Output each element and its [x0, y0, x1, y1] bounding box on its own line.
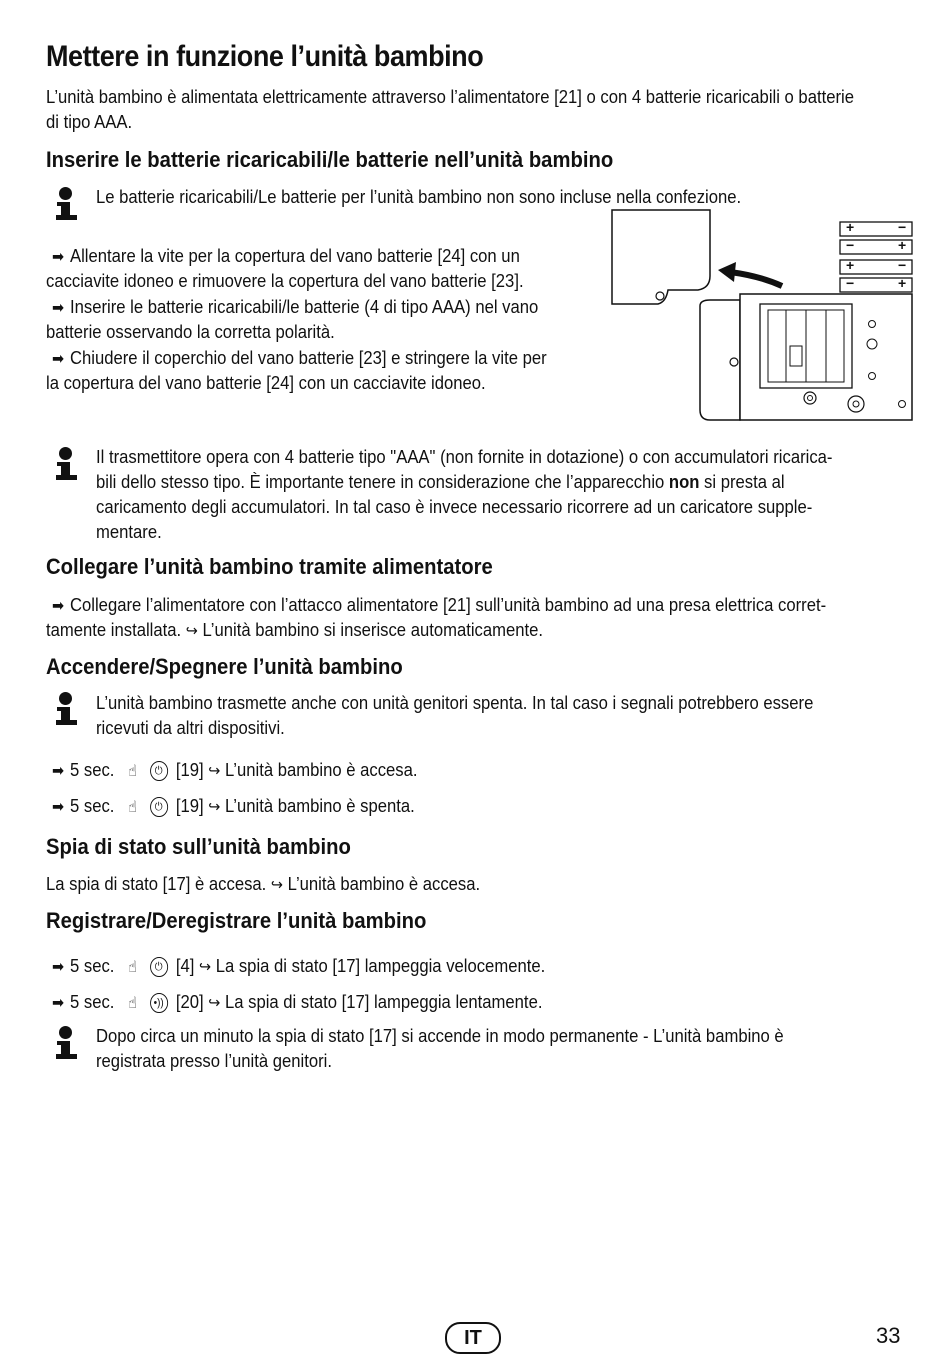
battery-4-plus: + — [898, 275, 907, 291]
on-off-note-line-2: ricevuti da altri dispositivi. — [96, 717, 285, 738]
battery-3-plus: + — [846, 257, 855, 273]
intro-line-2: di tipo AAA. — [46, 111, 133, 132]
transmitter-note-line-2: bili dello stesso tipo. È importante tenere in considerazione che l’apparecchio non si presta al — [96, 471, 785, 492]
result-arrow-icon: ↪ — [199, 959, 212, 976]
info-icon — [55, 1026, 77, 1062]
step-1-line-1: ➡ Allentare la vite per la copertura del vano batterie [24] con un — [52, 243, 520, 270]
step-1-line-2: cacciavite idoneo e rimuovere la copertura del vano batterie [23]. — [46, 270, 524, 291]
adapter-line-2: tamente installata. ↪ L’unità bambino si inserisce automaticamente. — [46, 619, 544, 640]
arrow-right-icon: ➡ — [52, 763, 65, 780]
press-hand-icon: ☝ — [128, 995, 137, 1012]
register-note-line-2: registrata presso l’unità genitori. — [96, 1050, 332, 1071]
register-note-line-1: Dopo circa un minuto la spia di stato [17] si accende in modo permanente - L’unità bambino è — [96, 1025, 784, 1046]
battery-4-minus: − — [846, 275, 855, 291]
battery-compartment-illustration — [610, 206, 930, 426]
press-hand-icon: ☝ — [128, 799, 137, 816]
section-heading-status-led: Spia di stato sull’unità bambino — [46, 834, 351, 859]
transmitter-note-line-4: mentare. — [96, 521, 162, 542]
info-icon — [55, 447, 77, 483]
press-hand-icon: ☝ — [128, 959, 137, 976]
battery-2-plus: + — [898, 237, 907, 253]
power-button-icon: ⏻ — [150, 797, 168, 817]
section-heading-on-off: Accendere/Spegnere l’unità bambino — [46, 654, 403, 679]
battery-1-minus: − — [898, 219, 907, 235]
power-button-icon: ⏻ — [150, 957, 168, 977]
transmitter-note-line-3: caricamento degli accumulatori. In tal caso è invece necessario ricorrere ad un caricatore supple- — [96, 496, 813, 517]
section-heading-power-adapter: Collegare l’unità bambino tramite alimentatore — [46, 554, 493, 579]
arrow-right-icon: ➡ — [52, 300, 65, 317]
result-arrow-icon: ↪ — [185, 623, 198, 640]
result-arrow-icon: ↪ — [208, 995, 221, 1012]
arrow-right-icon: ➡ — [52, 995, 65, 1012]
arrow-right-icon: ➡ — [52, 351, 65, 368]
arrow-right-icon: ➡ — [52, 598, 65, 615]
result-arrow-icon: ↪ — [208, 763, 221, 780]
page-number: 33 — [876, 1323, 901, 1348]
section-heading-batteries: Inserire le batterie ricaricabili/le batterie nell’unità bambino — [46, 147, 614, 172]
batteries-not-included-note: Le batterie ricaricabili/Le batterie per l’unità bambino non sono incluse nella confezione. — [96, 186, 742, 207]
result-arrow-icon: ↪ — [270, 877, 283, 894]
intro-line-1: L’unità bambino è alimentata elettricamente attraverso l’alimentatore [21] o con 4 batterie ricaricabili o batterie — [46, 86, 854, 107]
power-button-icon: ⏻ — [150, 761, 168, 781]
step-2-line-1: ➡ Inserire le batterie ricaricabili/le batterie (4 di tipo AAA) nel vano — [52, 294, 538, 321]
page-title: Mettere in funzione l’unità bambino — [46, 40, 484, 73]
battery-2-minus: − — [846, 237, 855, 253]
battery-1-plus: + — [846, 219, 855, 235]
press-hand-icon: ☝ — [128, 763, 137, 780]
language-badge: IT — [445, 1322, 501, 1354]
transmitter-note-line-1: Il trasmettitore opera con 4 batterie tipo "AAA" (non fornite in dotazione) o con accumulatori ricarica- — [96, 446, 833, 467]
step-3-line-1: ➡ Chiudere il coperchio del vano batterie [23] e stringere la vite per — [52, 345, 547, 372]
status-led-line: La spia di stato [17] è accesa. ↪ L’unità bambino è accesa. — [46, 873, 481, 894]
info-icon — [55, 692, 77, 728]
register-row-1: ➡ 5 sec. ☝ ⏻ [4] ↪ La spia di stato [17] lampeggia velocemente. — [52, 953, 545, 980]
power-on-row: ➡ 5 sec. ☝ ⏻ [19] ↪ L’unità bambino è accesa. — [52, 757, 418, 784]
section-heading-register: Registrare/Deregistrare l’unità bambino — [46, 908, 427, 933]
adapter-line-1: ➡ Collegare l’alimentatore con l’attacco alimentatore [21] sull’unità bambino ad una presa elettrica corret- — [52, 592, 826, 619]
step-3-line-2: la copertura del vano batterie [24] con un cacciavite idoneo. — [46, 372, 486, 393]
result-arrow-icon: ↪ — [208, 799, 221, 816]
on-off-note-line-1: L’unità bambino trasmette anche con unità genitori spenta. In tal caso i segnali potrebbero essere — [96, 692, 814, 713]
arrow-right-icon: ➡ — [52, 799, 65, 816]
arrow-right-icon: ➡ — [52, 249, 65, 266]
step-2-line-2: batterie osservando la corretta polarità. — [46, 321, 335, 342]
signal-button-icon: •)) — [150, 993, 168, 1013]
battery-3-minus: − — [898, 257, 907, 273]
info-icon — [55, 187, 77, 223]
arrow-right-icon: ➡ — [52, 959, 65, 976]
register-row-2: ➡ 5 sec. ☝ •)) [20] ↪ La spia di stato [17] lampeggia lentamente. — [52, 989, 542, 1016]
power-off-row: ➡ 5 sec. ☝ ⏻ [19] ↪ L’unità bambino è spenta. — [52, 793, 415, 820]
